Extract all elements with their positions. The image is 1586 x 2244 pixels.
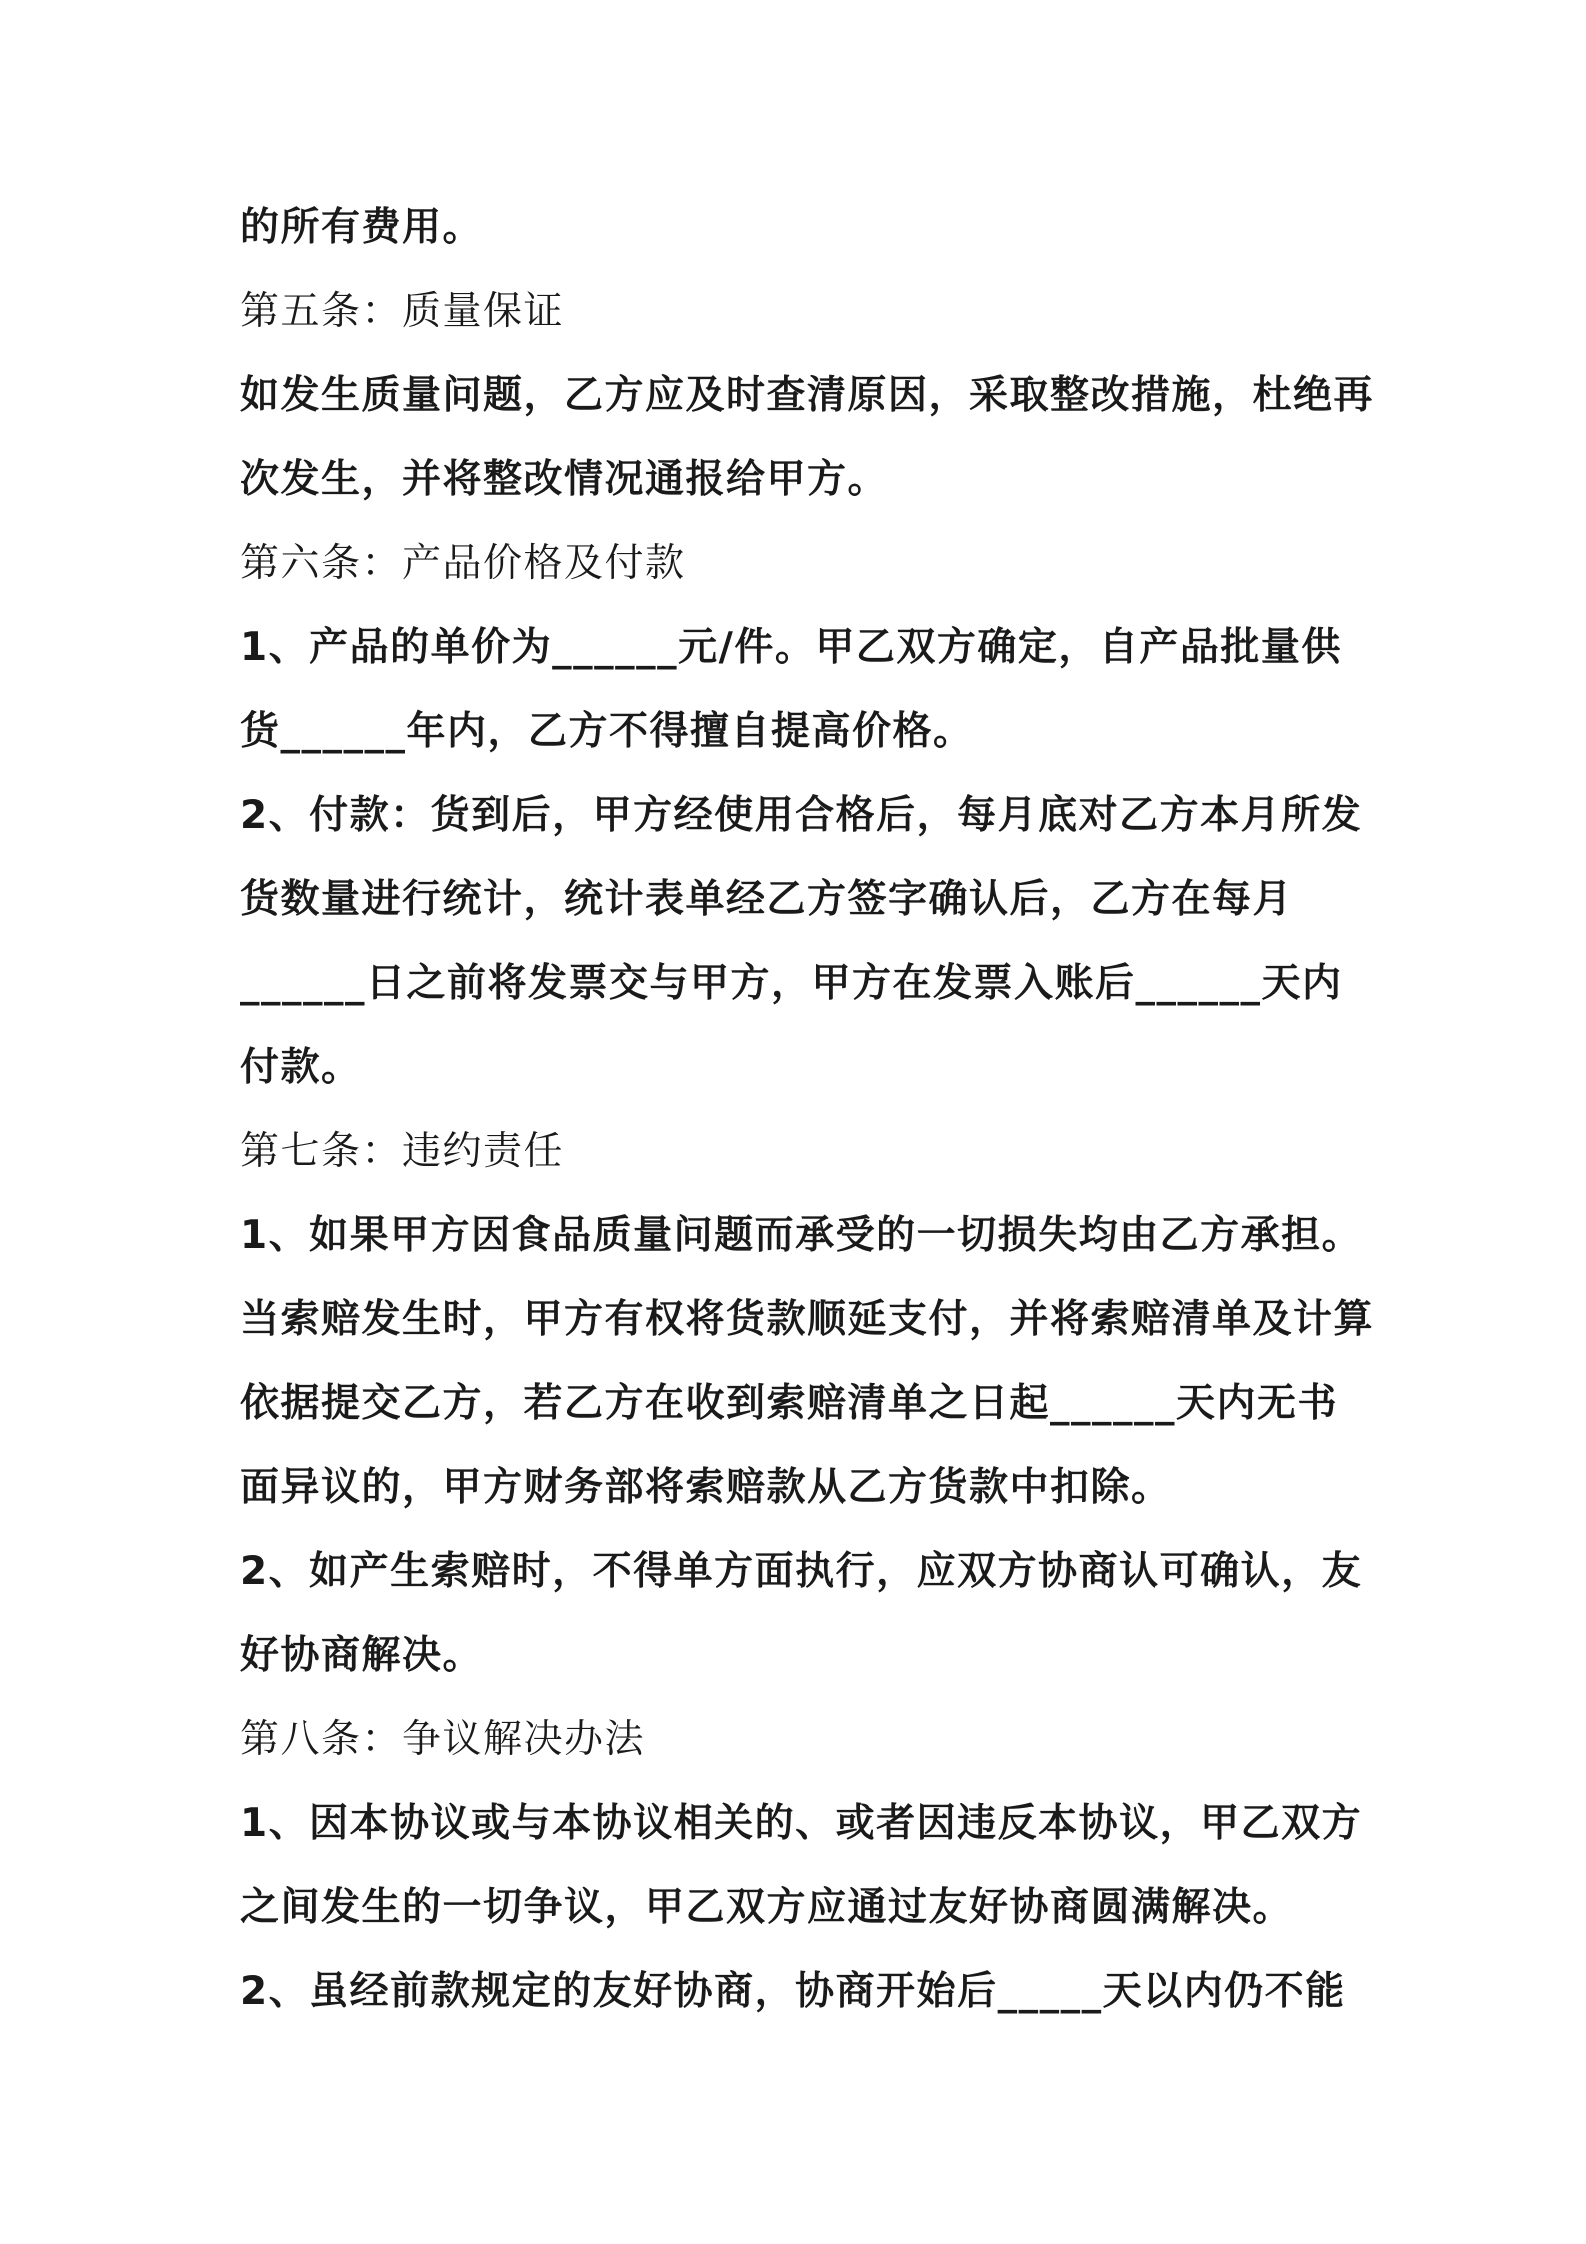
article-heading-5: 第五条：质量保证 <box>240 289 565 334</box>
text-line: 面异议的，甲方财务部将索赔款从乙方货款中扣除。 <box>240 1465 1172 1510</box>
text-line: 的所有费用。 <box>240 205 484 250</box>
text-line: 依据提交乙方，若乙方在收到索赔清单之日起______天内无书 <box>240 1381 1339 1426</box>
text-line: 货数量进行统计，统计表单经乙方签字确认后，乙方在每月 <box>240 877 1294 922</box>
text-line: 之间发生的一切争议，甲乙双方应通过友好协商圆满解决。 <box>240 1885 1294 1930</box>
article-heading-6: 第六条：产品价格及付款 <box>240 541 686 586</box>
text-line: 1、因本协议或与本协议相关的、或者因违反本协议，甲乙双方 <box>240 1801 1363 1846</box>
text-line: 1、产品的单价为______元/件。甲乙双方确定，自产品批量供 <box>240 625 1342 670</box>
text-line: 如发生质量问题，乙方应及时查清原因，采取整改措施，杜绝再 <box>240 373 1375 418</box>
text-line: 1、如果甲方因食品质量问题而承受的一切损失均由乙方承担。 <box>240 1213 1363 1258</box>
text-line: 2、虽经前款规定的友好协商，协商开始后_____天以内仍不能 <box>240 1969 1346 2014</box>
text-line: 当索赔发生时，甲方有权将货款顺延支付，并将索赔清单及计算 <box>240 1297 1375 1342</box>
article-heading-8: 第八条：争议解决办法 <box>240 1717 646 1762</box>
text-line: 好协商解决。 <box>240 1633 484 1678</box>
article-heading-7: 第七条：违约责任 <box>240 1129 565 1174</box>
text-line: ______日之前将发票交与甲方，甲方在发票入账后______天内 <box>240 961 1343 1006</box>
text-line: 2、付款：货到后，甲方经使用合格后，每月底对乙方本月所发 <box>240 793 1363 838</box>
text-line: 付款。 <box>240 1045 362 1090</box>
document-body <box>240 186 1375 2034</box>
text-line: 货______年内，乙方不得擅自提高价格。 <box>240 709 974 754</box>
text-line: 次发生，并将整改情况通报给甲方。 <box>240 457 889 502</box>
text-line: 2、如产生索赔时，不得单方面执行，应双方协商认可确认，友 <box>240 1549 1363 1594</box>
